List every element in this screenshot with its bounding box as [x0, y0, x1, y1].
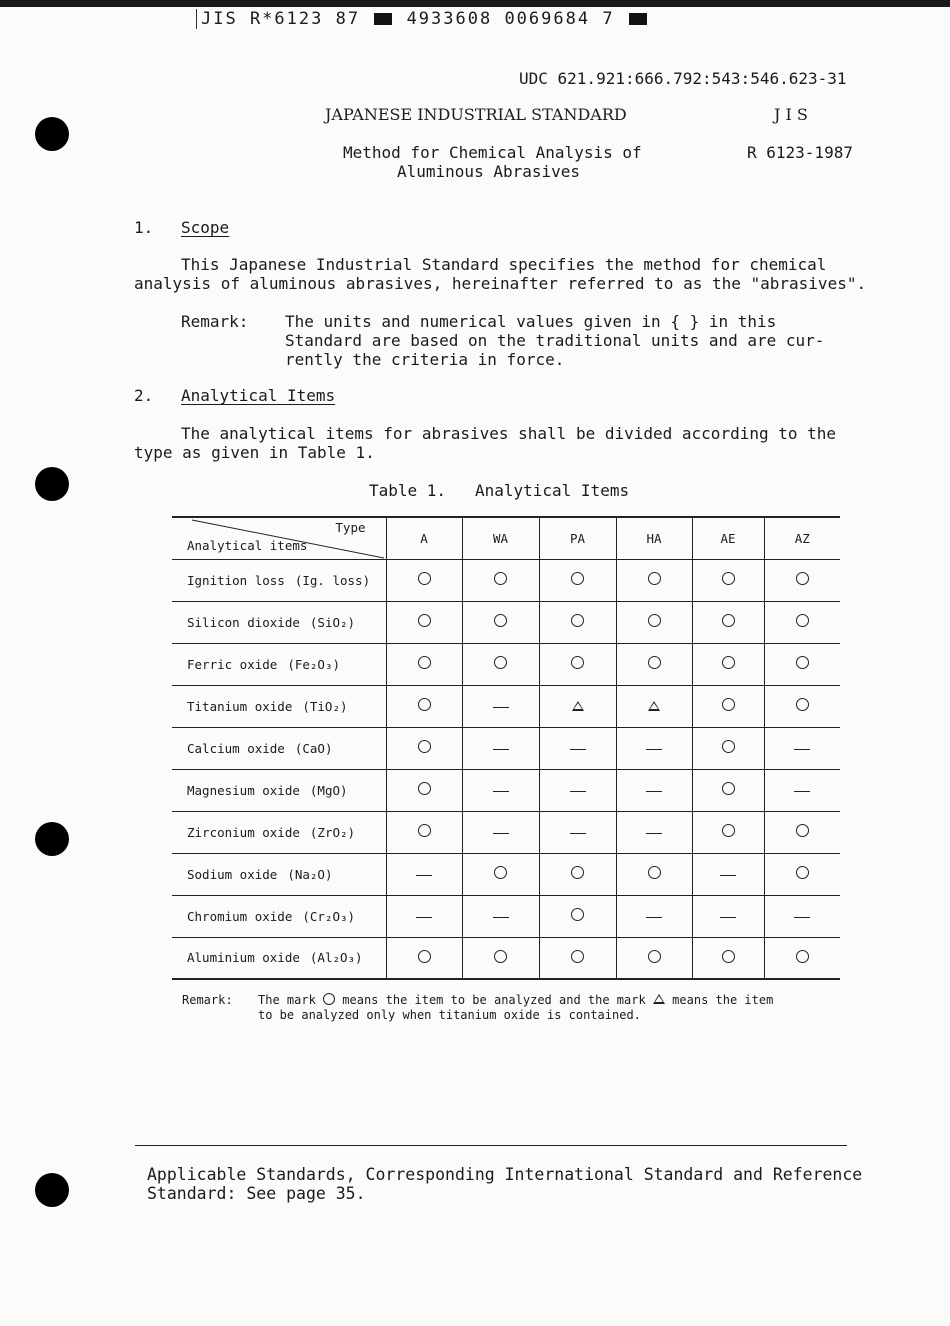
circle-mark-icon	[418, 656, 431, 669]
dash-mark-icon	[794, 917, 810, 918]
circle-mark-icon	[796, 698, 809, 711]
corner-type-label: Type	[335, 520, 366, 535]
black-block-icon	[629, 13, 647, 25]
mark-cell	[539, 811, 616, 853]
header-code	[196, 9, 649, 29]
section1-remark-line1: The units and numerical values given in { } in this	[285, 312, 777, 331]
dash-mark-icon	[493, 749, 509, 750]
circle-mark-icon	[722, 740, 735, 753]
mark-cell	[386, 643, 462, 685]
circle-mark-icon	[571, 614, 584, 627]
analytical-item-cell	[172, 811, 386, 853]
mark-cell	[386, 601, 462, 643]
item-name: Silicon dioxide	[187, 614, 300, 630]
mark-cell	[462, 559, 539, 601]
corner-items-label: Analytical items	[187, 537, 308, 553]
document-title-line2: Aluminous Abrasives	[397, 162, 581, 181]
type-header-cell: WA	[462, 517, 539, 559]
mark-cell	[462, 769, 539, 811]
mark-cell	[462, 853, 539, 895]
section1-para-line1: This Japanese Industrial Standard specifies the method for chemical	[181, 255, 827, 274]
section1-remark-line3: rently the criteria in force.	[285, 350, 565, 369]
item-formula: (Na₂O)	[287, 866, 333, 882]
mark-cell	[386, 895, 462, 937]
dash-mark-icon	[570, 749, 586, 750]
table-row	[172, 727, 840, 769]
table-remark-line2: to be analyzed only when titanium oxide is contained.	[258, 1008, 641, 1022]
mark-cell	[692, 727, 764, 769]
black-block-icon	[374, 13, 392, 25]
mark-cell	[764, 643, 840, 685]
circle-mark-icon	[418, 740, 431, 753]
circle-mark-icon	[571, 866, 584, 879]
type-header-cell: AE	[692, 517, 764, 559]
mark-cell	[764, 685, 840, 727]
item-name: Aluminium oxide	[187, 950, 300, 966]
footer-line1: Applicable Standards, Corresponding International Standard and Reference	[147, 1165, 863, 1184]
mark-cell	[386, 685, 462, 727]
mark-cell	[692, 643, 764, 685]
type-header-cell: A	[386, 517, 462, 559]
item-name: Chromium oxide	[187, 908, 293, 924]
table-row	[172, 811, 840, 853]
dash-mark-icon	[794, 749, 810, 750]
table-remark-part3: means the item	[672, 993, 774, 1007]
mark-cell	[386, 559, 462, 601]
circle-mark-icon	[648, 614, 661, 627]
dash-mark-icon	[646, 749, 662, 750]
circle-mark-icon	[418, 614, 431, 627]
circle-mark-icon	[722, 950, 735, 963]
type-header-cell: HA	[616, 517, 692, 559]
top-border	[0, 0, 950, 7]
mark-cell	[616, 811, 692, 853]
header-code-left: JIS R*6123 87	[201, 9, 361, 29]
circle-mark-icon	[571, 908, 584, 921]
footer-rule	[135, 1145, 847, 1146]
mark-cell	[462, 895, 539, 937]
dash-mark-icon	[794, 791, 810, 792]
circle-mark-icon	[648, 866, 661, 879]
circle-mark-icon	[494, 572, 507, 585]
triangle-mark-icon	[572, 701, 584, 711]
mark-cell	[764, 727, 840, 769]
mark-cell	[386, 811, 462, 853]
mark-cell	[539, 559, 616, 601]
document-title-line1: Method for Chemical Analysis of	[343, 143, 642, 162]
circle-mark-icon	[571, 572, 584, 585]
item-name: Magnesium oxide	[187, 782, 300, 798]
table-corner-cell	[172, 517, 386, 559]
analytical-item-cell	[172, 559, 386, 601]
mark-cell	[764, 559, 840, 601]
footer-line2: Standard: See page 35.	[147, 1184, 366, 1203]
mark-cell	[616, 601, 692, 643]
item-formula: (ZrO₂)	[309, 824, 356, 840]
table-header-row	[172, 517, 840, 559]
mark-cell	[764, 601, 840, 643]
dash-mark-icon	[416, 875, 432, 876]
dash-mark-icon	[646, 833, 662, 834]
circle-mark-icon	[323, 993, 335, 1005]
punch-hole-icon	[35, 822, 69, 856]
circle-mark-icon	[722, 824, 735, 837]
circle-mark-icon	[648, 572, 661, 585]
mark-cell	[386, 937, 462, 979]
circle-mark-icon	[571, 950, 584, 963]
dash-mark-icon	[493, 791, 509, 792]
item-name: Zirconium oxide	[187, 824, 300, 840]
header-code-right: 4933608 0069684 7	[406, 9, 615, 29]
item-name: Calcium oxide	[187, 740, 285, 756]
mark-cell	[616, 895, 692, 937]
dash-mark-icon	[493, 917, 509, 918]
mark-cell	[539, 601, 616, 643]
mark-cell	[764, 811, 840, 853]
circle-mark-icon	[722, 782, 735, 795]
mark-cell	[462, 601, 539, 643]
mark-cell	[692, 937, 764, 979]
mark-cell	[616, 727, 692, 769]
mark-cell	[692, 769, 764, 811]
mark-cell	[692, 811, 764, 853]
mark-cell	[692, 559, 764, 601]
table-row	[172, 937, 840, 979]
punch-hole-icon	[35, 117, 69, 151]
item-formula: (Cr₂O₃)	[302, 908, 356, 924]
mark-cell	[539, 643, 616, 685]
circle-mark-icon	[494, 614, 507, 627]
circle-mark-icon	[418, 782, 431, 795]
standard-title: JAPANESE INDUSTRIAL STANDARD	[325, 105, 627, 124]
item-formula: (Al₂O₃)	[309, 950, 363, 966]
item-name: Ferric oxide	[187, 656, 278, 672]
mark-cell	[616, 685, 692, 727]
circle-mark-icon	[648, 656, 661, 669]
circle-mark-icon	[418, 950, 431, 963]
section1-remark-line2: Standard are based on the traditional units and are cur-	[285, 331, 825, 350]
circle-mark-icon	[796, 950, 809, 963]
table-row	[172, 559, 840, 601]
circle-mark-icon	[796, 824, 809, 837]
mark-cell	[386, 853, 462, 895]
analytical-item-cell	[172, 601, 386, 643]
table-row	[172, 853, 840, 895]
item-formula: (Ig. loss)	[294, 572, 371, 588]
dash-mark-icon	[720, 875, 736, 876]
mark-cell	[539, 727, 616, 769]
item-formula: (MgO)	[309, 782, 348, 798]
item-name: Ignition loss	[187, 572, 285, 588]
item-formula: (Fe₂O₃)	[287, 656, 340, 672]
triangle-mark-icon	[648, 701, 660, 711]
type-header-cell: PA	[539, 517, 616, 559]
table-caption: Table 1. Analytical Items	[369, 481, 630, 500]
circle-mark-icon	[722, 614, 735, 627]
section2-title: Analytical Items	[181, 386, 336, 405]
punch-hole-icon	[35, 467, 69, 501]
circle-mark-icon	[494, 866, 507, 879]
section1-title: Scope	[181, 218, 230, 237]
circle-mark-icon	[648, 950, 661, 963]
table-remark-label: Remark:	[182, 993, 233, 1007]
analytical-item-cell	[172, 685, 386, 727]
circle-mark-icon	[722, 698, 735, 711]
circle-mark-icon	[796, 572, 809, 585]
document-number: R 6123-1987	[747, 143, 853, 162]
circle-mark-icon	[796, 866, 809, 879]
mark-cell	[462, 727, 539, 769]
mark-cell	[539, 853, 616, 895]
mark-cell	[692, 601, 764, 643]
dash-mark-icon	[416, 917, 432, 918]
table-row	[172, 601, 840, 643]
mark-cell	[764, 895, 840, 937]
mark-cell	[386, 769, 462, 811]
circle-mark-icon	[418, 698, 431, 711]
mark-cell	[539, 937, 616, 979]
analytical-item-cell	[172, 895, 386, 937]
table-remark-line1	[258, 993, 773, 1008]
analytical-item-cell	[172, 769, 386, 811]
item-name: Titanium oxide	[187, 698, 293, 714]
mark-cell	[462, 643, 539, 685]
item-name: Sodium oxide	[187, 866, 278, 882]
dash-mark-icon	[646, 917, 662, 918]
circle-mark-icon	[494, 950, 507, 963]
item-formula: (CaO)	[294, 740, 333, 756]
analytical-item-cell	[172, 727, 386, 769]
udc-number: UDC 621.921:666.792:543:546.623-31	[519, 69, 847, 88]
mark-cell	[462, 685, 539, 727]
jis-label: J I S	[774, 105, 808, 124]
table-row	[172, 685, 840, 727]
punch-hole-icon	[35, 1173, 69, 1207]
table-remark-part1: The mark	[258, 993, 316, 1007]
type-header-cell: AZ	[764, 517, 840, 559]
mark-cell	[616, 937, 692, 979]
section1-number: 1.	[134, 218, 154, 237]
mark-cell	[764, 769, 840, 811]
analytical-items-table	[172, 516, 840, 980]
mark-cell	[692, 685, 764, 727]
analytical-item-cell	[172, 853, 386, 895]
mark-cell	[692, 895, 764, 937]
mark-cell	[764, 937, 840, 979]
mark-cell	[692, 853, 764, 895]
section2-para-line1: The analytical items for abrasives shall be divided according to the	[181, 424, 837, 443]
section2-para-line2: type as given in Table 1.	[134, 443, 375, 462]
analytical-item-cell	[172, 937, 386, 979]
mark-cell	[539, 769, 616, 811]
mark-cell	[539, 685, 616, 727]
item-formula: (TiO₂)	[302, 698, 348, 714]
circle-mark-icon	[418, 824, 431, 837]
circle-mark-icon	[571, 656, 584, 669]
dash-mark-icon	[570, 791, 586, 792]
circle-mark-icon	[418, 572, 431, 585]
table-row	[172, 643, 840, 685]
dash-mark-icon	[493, 707, 509, 708]
dash-mark-icon	[646, 791, 662, 792]
circle-mark-icon	[722, 656, 735, 669]
section1-para-line2: analysis of aluminous abrasives, hereinafter referred to as the "abrasives".	[134, 274, 867, 293]
mark-cell	[616, 769, 692, 811]
triangle-mark-icon	[653, 994, 665, 1004]
table-remark-part2: means the item to be analyzed and the mark	[342, 993, 646, 1007]
mark-cell	[616, 559, 692, 601]
circle-mark-icon	[722, 572, 735, 585]
dash-mark-icon	[720, 917, 736, 918]
dash-mark-icon	[493, 833, 509, 834]
section2-number: 2.	[134, 386, 154, 405]
table-row	[172, 895, 840, 937]
circle-mark-icon	[494, 656, 507, 669]
analytical-item-cell	[172, 643, 386, 685]
mark-cell	[386, 727, 462, 769]
mark-cell	[616, 853, 692, 895]
table-row	[172, 769, 840, 811]
item-formula: (SiO₂)	[309, 614, 356, 630]
mark-cell	[616, 643, 692, 685]
circle-mark-icon	[796, 614, 809, 627]
dash-mark-icon	[570, 833, 586, 834]
mark-cell	[764, 853, 840, 895]
mark-cell	[539, 895, 616, 937]
mark-cell	[462, 937, 539, 979]
section1-remark-label: Remark:	[181, 312, 249, 331]
circle-mark-icon	[796, 656, 809, 669]
mark-cell	[462, 811, 539, 853]
